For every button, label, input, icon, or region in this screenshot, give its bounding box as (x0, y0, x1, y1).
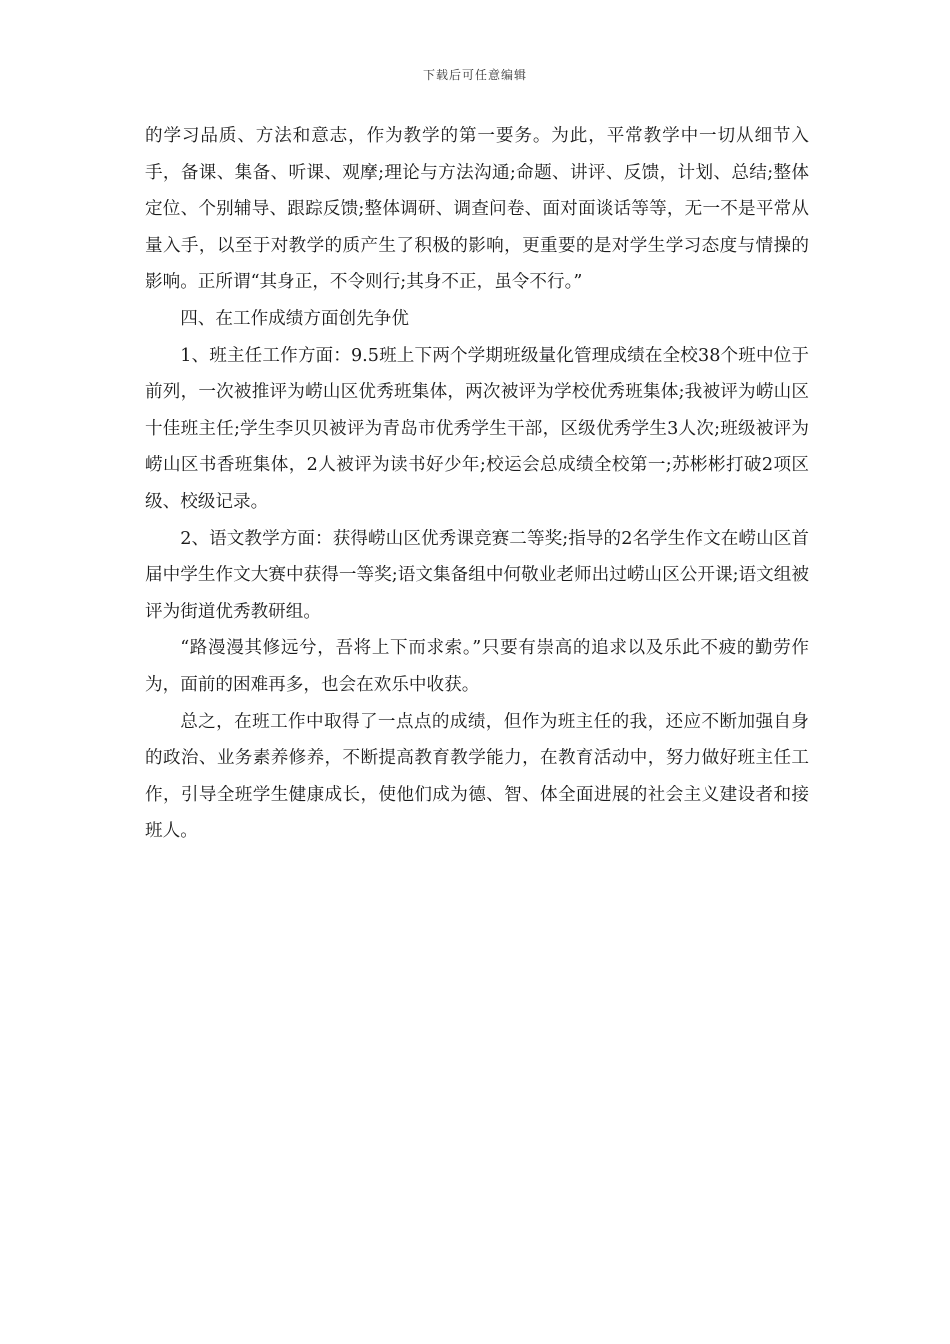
paragraph-conclusion: 总之，在班工作中取得了一点点的成绩，但作为班主任的我，还应不断加强自身的政治、业务素养修养，不断提高教育教学能力，在教育活动中，努力做好班主任工作，引导全班学生健康成长，使他们成为德、智、体全面进展的社会主义建设者和接班人。 (145, 711, 809, 842)
section-heading: 四、在工作成绩方面创先争优 (180, 308, 409, 329)
page-header: 下载后可任意编辑 (422, 68, 527, 82)
paragraph-chinese-teaching: 2、语文教学方面：获得崂山区优秀课竞赛二等奖;指导的2名学生作文在崂山区首届中学生作文大赛中获得一等奖;语文集备组中何敬业老师出过崂山区公开课;语文组被评为街道优秀教研组。 (145, 528, 809, 622)
paragraph-class-teacher: 1、班主任工作方面：9.5班上下两个学期班级量化管理成绩在全校38个班中位于前列，一次被推评为崂山区优秀班集体，两次被评为学校优秀班集体;我被评为崂山区十佳班主任;学生李贝贝被评为青岛市优秀学生干部，区级优秀学生3人次;班级被评为崂山区书香班集体，2人被评为读书好少年;校运会总成绩全校第一;苏彬彬打破2项区级、校级记录。 (145, 345, 809, 512)
paragraph-continuation: 的学习品质、方法和意志，作为教学的第一要务。为此，平常教学中一切从细节入手，备课、集备、听课、观摩;理论与方法沟通;命题、讲评、反馈，计划、总结;整体定位、个别辅导、跟踪反馈;整体调研、调查问卷、面对面谈话等等，无一不是平常从量入手，以至于对教学的质产生了积极的影响，更重要的是对学生学习态度与情操的影响。正所谓“其身正，不令则行;其身不正，虽令不行。” (145, 126, 809, 293)
document-body (145, 118, 809, 850)
paragraph-quote: “路漫漫其修远兮，吾将上下而求索。”只要有崇高的追求以及乐此不疲的勤劳作为，面前的困难再多，也会在欢乐中收获。 (145, 638, 809, 695)
